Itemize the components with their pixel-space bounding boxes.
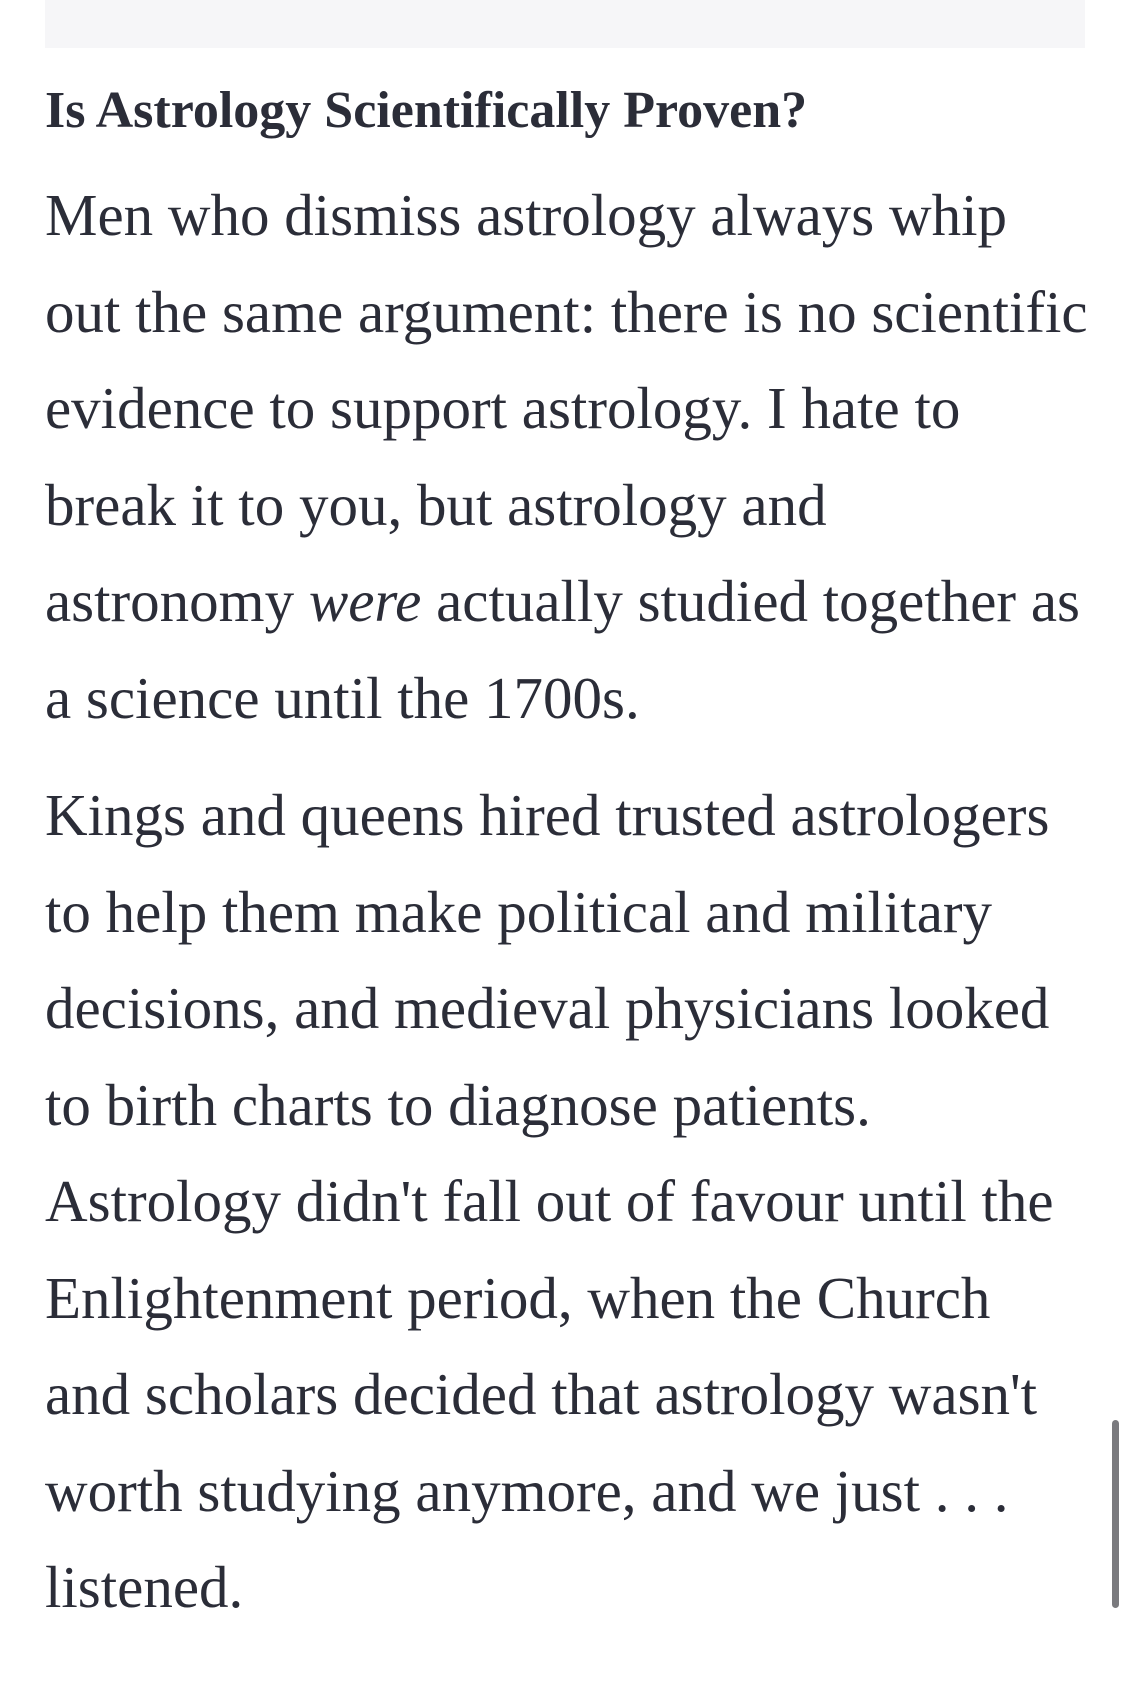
article-body bbox=[45, 72, 1090, 1636]
section-heading: Is Astrology Scientifically Proven? bbox=[45, 82, 808, 139]
paragraph-1-emphasis: were bbox=[308, 568, 422, 634]
paragraph-2: Kings and queens hired trusted astrologers to help them make political and military decisions, and medieval physicians looked to birth charts to diagnose patients. Astrology didn't fall out of favour until the Enlightenment period, when the Church and scholars decided that astrology wasn't worth studying anymore, and we just . . . listened. bbox=[45, 782, 1054, 1620]
top-content-block bbox=[45, 0, 1085, 48]
paragraph-1-text-end: actually studied together as a science until the 1700s. bbox=[45, 568, 1080, 731]
vertical-scrollbar[interactable] bbox=[1112, 1420, 1119, 1608]
paragraph-1 bbox=[45, 167, 1090, 746]
paragraph-1-text-start: Men who dismiss astrology always whip out the same argument: there is no scientific evidence to support astrology. I hate to break it to you, but astrology and astronomy bbox=[45, 182, 1088, 634]
